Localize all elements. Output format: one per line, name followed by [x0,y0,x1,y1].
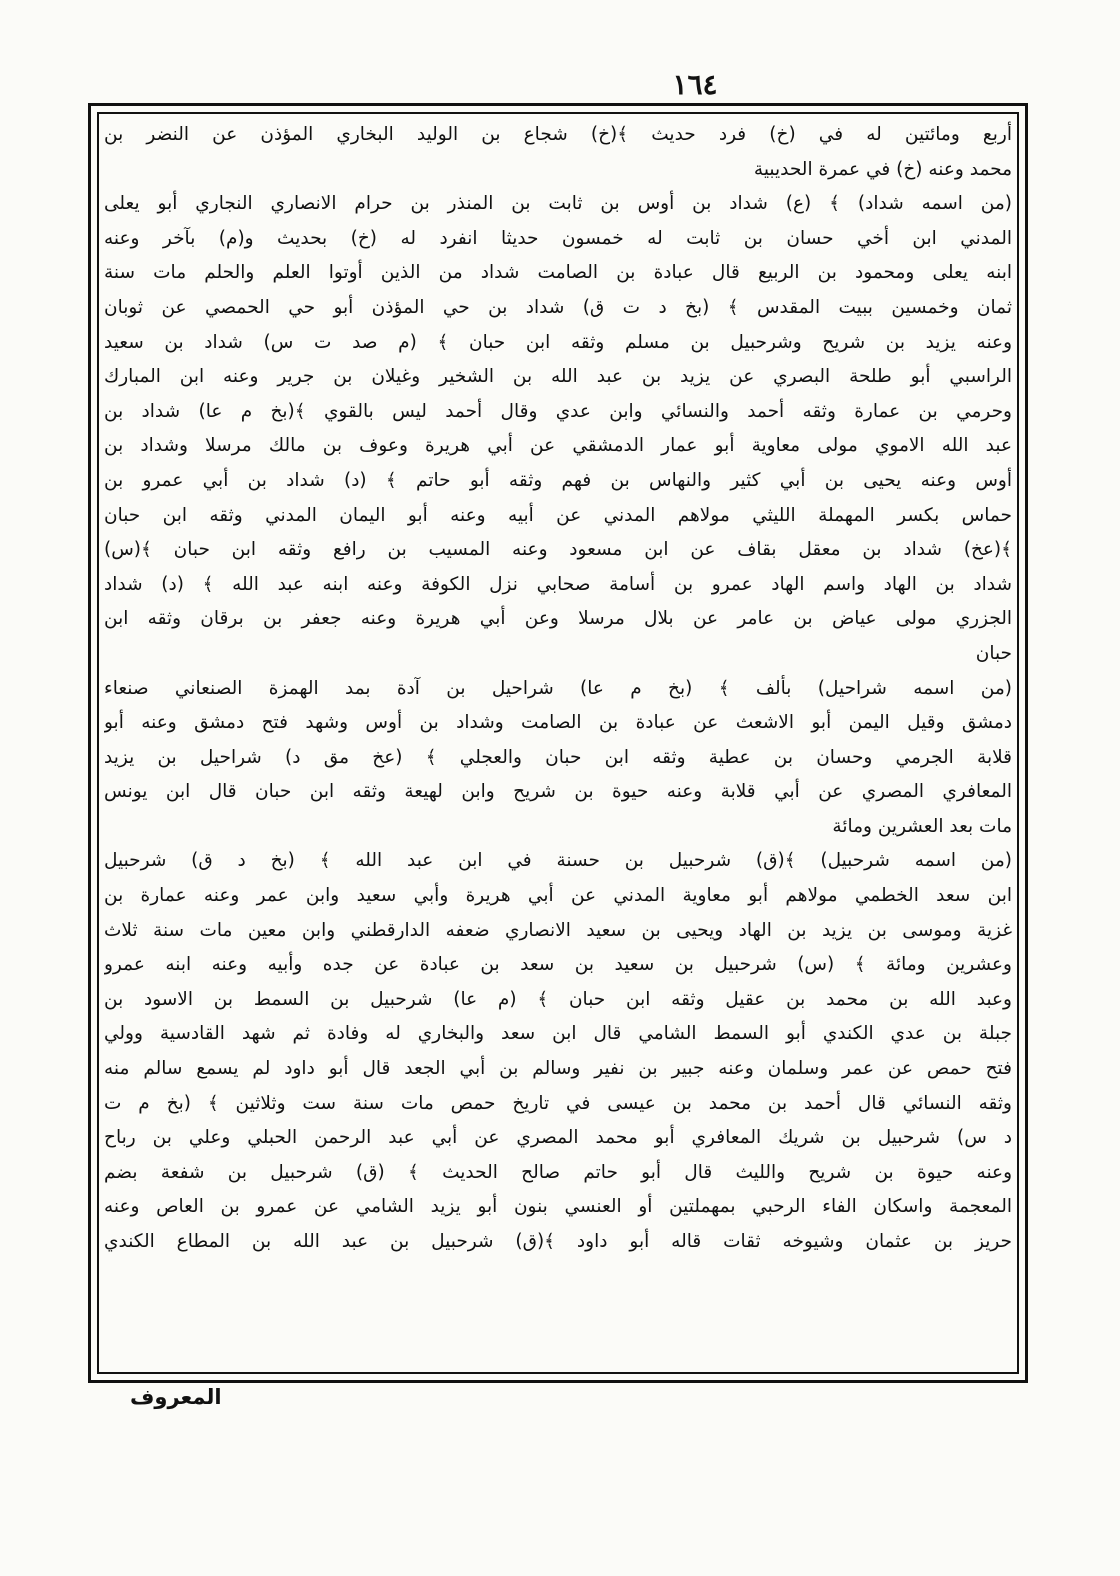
text-line: وعنه حيوة بن شريح والليث قال أبو حاتم صالح الحديث ﴾ (ق) شرحبيل بن شفعة بضم [104,1161,1012,1183]
text-line: (من اسمه شداد) ﴾ (ع) شداد بن أوس بن ثابت بن المنذر بن حرام الانصاري النجاري أبو يعلى [104,193,1012,215]
text-line: قلابة الجرمي وحسان بن عطية وثقه ابن حبان والعجلي ﴾ (عخ مق د) شراحيل بن يزيد [104,746,1012,768]
text-line: المدني ابن أخي حسان بن ثابت له خمسون حديثا انفرد له (خ) بحديث و(م) بآخر وعنه [104,227,1012,249]
page-number: ١٦٤ [672,68,718,101]
text-line: حبان [975,642,1012,664]
text-line: ابن سعد الخطمي مولاهم أبو معاوية المدني عن أبي هريرة وأبي سعيد وابن عمر وعنه عمارة بن [104,885,1012,907]
text-line: حماس بكسر المهملة الليثي مولاهم المدني عن أبيه وعنه أبو اليمان المدني وثقه ابن حبان [104,504,1012,526]
text-line: مات بعد العشرين ومائة [832,815,1012,837]
text-line: غزية وموسى بن يزيد بن الهاد ويحيى بن سعيد الانصاري ضعفه الدارقطني وابن معين مات سنة ثلاث [104,919,1012,941]
text-line: (من اسمه شرحبيل) ﴾(ق) شرحبيل بن حسنة في ابن عبد الله ﴾ (بخ د ق) شرحبيل [104,850,1012,872]
text-line: ثمان وخمسين ببيت المقدس ﴾ (بخ د ت ق) شداد بن حي المؤذن أبو حي الحمصي عن ثوبان [104,296,1012,318]
text-line: دمشق وقيل اليمن أبو الاشعث عن عبادة بن الصامت وشداد بن أوس وشهد فتح دمشق وعنه أبو [104,712,1012,734]
text-line: فتح حمص عن عمر وسلمان وعنه جبير بن نفير وسالم بن أبي الجعد قال أبو داود لم يسمع سالم منه [104,1058,1012,1080]
catchword: المعروف [130,1385,222,1409]
text-line: حريز بن عثمان وشيوخه ثقات قاله أبو داود ﴾(ق) شرحبيل بن عبد الله بن المطاع الكندي [104,1231,1012,1252]
text-line: أوس وعنه يحيى بن أبي كثير والنهاس بن فهم وثقه أبو حاتم ﴾ (د) شداد بن أبي عمرو بن [104,469,1012,491]
text-line: جبلة بن عدي الكندي أبو السمط الشامي قال ابن سعد والبخاري له وفادة ثم شهد القادسية وولي [104,1023,1012,1045]
text-line: المعجمة واسكان الفاء الرحبي بمهملتين أو العنسي بنون أبو يزيد الشامي عن عمرو بن العاص وعنه [104,1196,1012,1218]
text-line: أربع ومائتين له في (خ) فرد حديث ﴾(خ) شجاع بن الوليد البخاري المؤذن عن النضر بن [104,124,1012,145]
text-line: محمد وعنه (خ) في عمرة الحديبية [753,158,1012,180]
text-line: وعشرين ومائة ﴾ (س) شرحبيل بن سعيد بن سعد بن عبادة عن جده وأبيه وعنه ابنه عمرو [104,954,1012,976]
text-line: المعافري المصري عن أبي قلابة وعنه حيوة بن شريح وابن لهيعة وثقه ابن حبان قال ابن يونس [104,781,1012,803]
text-line: ﴾(عخ) شداد بن معقل بقاف عن ابن مسعود وعنه المسيب بن رافع وثقه ابن حبان ﴾(س) [104,539,1012,561]
text-line: عبد الله الاموي مولى معاوية أبو عمار الدمشقي عن أبي هريرة وعوف بن مالك مرسلا وشداد بن [104,435,1012,457]
text-line: د س) شرحبيل بن شريك المعافري أبو محمد المصري عن أبي عبد الرحمن الحبلي وعلي بن رباح [104,1127,1012,1149]
text-line: وحرمي بن عمارة وثقه أحمد والنسائي وابن عدي وقال أحمد ليس بالقوي ﴾(بخ م عا) شداد بن [104,400,1012,422]
text-line: وعنه يزيد بن شريح وشرحبيل بن مسلم وثقه ابن حبان ﴾ (م صد ت س) شداد بن سعيد [104,331,1012,353]
text-line: شداد بن الهاد واسم الهاد عمرو بن أسامة صحابي نزل الكوفة وعنه ابنه عبد الله ﴾ (د) شداد [104,573,1012,595]
text-line: ابنه يعلى ومحمود بن الربيع قال عبادة بن الصامت شداد من الذين أوتوا العلم والحلم مات سنة [104,262,1012,284]
text-line: الجزري مولى عياض بن عامر عن بلال مرسلا وعن أبي هريرة وعنه جعفر بن برقان وثقه ابن [104,608,1012,630]
main-text [104,118,1012,1370]
text-line: (من اسمه شراحيل) بألف ﴾ (بخ م عا) شراحيل بن آدة بمد الهمزة الصنعاني صنعاء [104,677,1012,699]
text-line: وثقه النسائي قال أحمد بن محمد بن عيسى في تاريخ حمص مات سنة ست وثلاثين ﴾ (بخ م ت [104,1092,1012,1114]
text-line: الراسبي أبو طلحة البصري عن يزيد بن عبد الله بن الشخير وغيلان بن جرير وعنه ابن المبارك [104,366,1012,388]
text-line: وعبد الله بن محمد بن عقيل وثقه ابن حبان ﴾ (م عا) شرحبيل بن السمط بن الاسود بن [104,988,1012,1010]
